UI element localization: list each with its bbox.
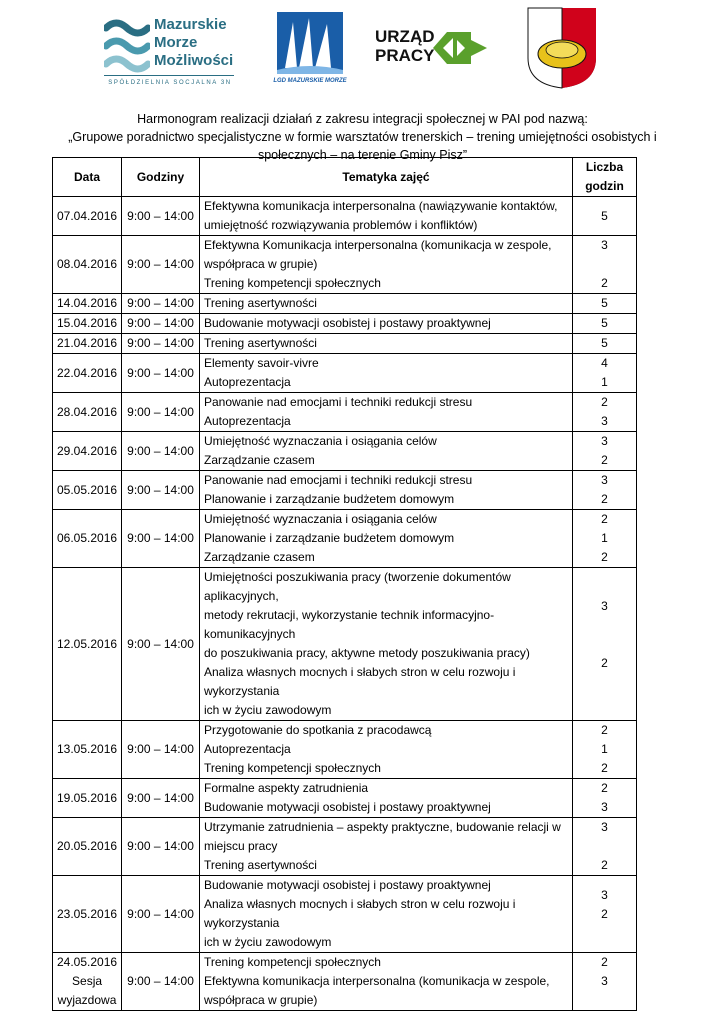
hours-cell: 9:00 – 14:00 [122,876,200,953]
hours-cell: 9:00 – 14:00 [122,510,200,568]
lgd-caption: LGD MAZURSKIE MORZE [273,78,347,84]
table-row [53,876,637,953]
hours-cell: 9:00 – 14:00 [122,471,200,510]
hours-cell: 9:00 – 14:00 [122,314,200,334]
date-cell: 13.05.2016 [53,721,122,779]
topic-line: Budowanie motywacji osobistej i postawy proaktywnej [203,800,491,814]
hours-count: 3 [601,974,608,988]
hours-cell: 9:00 – 14:00 [122,393,200,432]
hours-count: 3 [601,800,608,814]
waves-icon [104,18,150,74]
hours-cell: 9:00 – 14:00 [122,432,200,471]
topic-cell [199,818,572,876]
logo-subtitle: SPÓŁDZIELNIA SOCJALNA 3N [108,80,232,86]
hours-count-cell [573,197,637,236]
hours-count: 3 [601,434,608,448]
hours-count: 3 [601,414,608,428]
topic-line: Efektywna komunikacja interpersonalna (nawiązywanie kontaktów, [203,199,558,213]
title-line-2: „Grupowe poradnictwo specjalistyczne w formie warsztatów trenerskich – trening umiejętności osobistych i społecznych – na terenie Gminy Pisz” [68,130,657,162]
hours-count: 2 [601,723,608,737]
topic-cell [199,779,572,818]
date-cell: 15.04.2016 [53,314,122,334]
table-row [53,197,637,236]
hours-count: 1 [601,742,608,756]
hours-cell: 9:00 – 14:00 [122,953,200,1011]
hours-count: 5 [601,316,608,330]
topic-line: Efektywna Komunikacja interpersonalna (komunikacja w zespole, [203,238,552,252]
topic-line: Autoprezentacja [203,414,291,428]
topic-line: do poszukiwania pracy, aktywne metody poszukiwania pracy) [203,646,530,660]
hours-cell: 9:00 – 14:00 [122,779,200,818]
logo-bar [0,0,725,100]
hours-count-cell [573,393,637,432]
hours-cell: 9:00 – 14:00 [122,354,200,393]
table-row [53,393,637,432]
hours-count: 5 [601,208,608,223]
topic-line: Utrzymanie zatrudnienia – aspekty praktyczne, budowanie relacji w [203,820,561,834]
column-header-topic: Tematyka zajęć [199,158,572,197]
date-cell: 28.04.2016 [53,393,122,432]
hours-count: 2 [601,955,608,969]
hours-count-cell [573,334,637,354]
topic-cell [199,876,572,953]
table-row [53,432,637,471]
column-header-date: Data [53,158,122,197]
column-header-count: Liczba godzin [573,158,637,197]
topic-line: Trening asertywności [203,296,317,310]
hours-count: 1 [601,375,608,389]
hours-count-cell [573,779,637,818]
table-row [53,510,637,568]
table-row [53,354,637,393]
topic-line: Umiejętność wyznaczania i osiągania celów [203,434,437,448]
topic-line: Analiza własnych mocnych i słabych stron w celu rozwoju i wykorzystania [203,665,516,698]
topic-cell [199,510,572,568]
hours-count [577,991,632,1010]
table-row [53,334,637,354]
topic-line: Budowanie motywacji osobistej i postawy proaktywnej [203,316,491,330]
hours-cell: 9:00 – 14:00 [122,294,200,314]
arrow-logo-icon [431,28,489,68]
hours-cell: 9:00 – 14:00 [122,721,200,779]
topic-cell [199,568,572,721]
date-cell: 07.04.2016 [53,197,122,236]
date-cell: 08.04.2016 [53,236,122,294]
title-line-1: Harmonogram realizacji działań z zakresu integracji społecznej w PAI pod nazwą: [137,112,588,126]
topic-line: Autoprezentacja [203,742,291,756]
hours-count-cell [573,314,637,334]
hours-count-cell [573,568,637,721]
hours-count-cell [573,354,637,393]
coat-of-arms-icon [526,6,598,90]
topic-line: Zarządzanie czasem [203,550,315,564]
topic-line: Trening kompetencji społecznych [203,955,381,969]
topic-line: Budowanie motywacji osobistej i postawy proaktywnej [203,878,491,892]
topic-line: Autoprezentacja [203,375,291,389]
topic-cell [199,953,572,1011]
date-cell: 06.05.2016 [53,510,122,568]
topic-cell [199,354,572,393]
table-row [53,779,637,818]
hours-count: 2 [601,858,608,872]
table-row [53,721,637,779]
logo-divider [104,75,234,76]
topic-line: współpraca w grupie) [203,993,318,1007]
topic-line: Formalne aspekty zatrudnienia [203,781,369,795]
topic-line: Analiza własnych mocnych i słabych stron w celu rozwoju i wykorzystania [203,897,516,930]
topic-cell [199,721,572,779]
hours-count: 3 [601,238,608,252]
table-row [53,471,637,510]
hours-count-cell [573,876,637,953]
mazurskie-morze-logo [104,12,234,90]
topic-cell [199,471,572,510]
topic-cell [199,432,572,471]
hours-count-cell [573,236,637,294]
topic-line: Trening kompetencji społecznych [203,276,381,290]
topic-line: Planowanie i zarządzanie budżetem domowym [203,492,455,506]
hours-count: 2 [601,453,608,467]
hours-count: 2 [601,550,608,564]
hours-count: 3 [601,887,608,902]
hours-count: 3 [601,820,608,834]
hours-count-cell [573,510,637,568]
date-cell: 19.05.2016 [53,779,122,818]
hours-count: 2 [601,655,608,670]
topic-line: Panowanie nad emocjami i techniki redukcji stresu [203,473,473,487]
hours-count: 3 [601,473,608,487]
topic-line: Umiejętności poszukiwania pracy (tworzenie dokumentów aplikacyjnych, [203,570,511,603]
topic-line: Efektywna komunikacja interpersonalna (komunikacja w zespole, [203,974,550,988]
urzad-pracy-text: URZĄD PRACY [375,27,435,65]
urzad-pracy-logo [375,24,490,74]
topic-line: ich w życiu zawodowym [203,935,332,949]
date-cell: 20.05.2016 [53,818,122,876]
hours-count: 2 [601,395,608,409]
table-row [53,314,637,334]
date-cell: 12.05.2016 [53,568,122,721]
hours-count [577,255,632,274]
topic-line: metody rekrutacji, wykorzystanie technik informacyjno-komunikacyjnych [203,608,495,641]
hours-cell: 9:00 – 14:00 [122,568,200,721]
topic-cell [199,294,572,314]
table-body [53,197,637,1011]
topic-cell [199,236,572,294]
hours-count-cell [573,294,637,314]
hours-count [577,616,632,635]
topic-line: Planowanie i zarządzanie budżetem domowym [203,531,455,545]
hours-cell: 9:00 – 14:00 [122,334,200,354]
topic-line: Panowanie nad emocjami i techniki redukcji stresu [203,395,473,409]
coat-of-arms-logo [526,6,598,90]
hours-cell: 9:00 – 14:00 [122,197,200,236]
hours-cell: 9:00 – 14:00 [122,818,200,876]
hours-count: 2 [601,492,608,506]
topic-line: współpraca w grupie) [203,257,318,271]
topic-line: ich w życiu zawodowym [203,703,332,717]
date-cell: 29.04.2016 [53,432,122,471]
date-cell: 14.04.2016 [53,294,122,314]
table-row [53,568,637,721]
hours-count: 3 [601,598,608,613]
topic-line: Zarządzanie czasem [203,453,315,467]
hours-count: 2 [601,781,608,795]
hours-count: 4 [601,356,608,370]
topic-line: umiejętność rozwiązywania problemów i konfliktów) [203,218,478,232]
hours-count: 2 [601,512,608,526]
column-header-hours: Godziny [122,158,200,197]
date-cell: 24.05.2016 Sesja wyjazdowa [53,953,122,1011]
topic-cell [199,314,572,334]
date-cell: 23.05.2016 [53,876,122,953]
table-row [53,818,637,876]
topic-line: Trening asertywności [203,858,317,872]
hours-count [577,673,632,692]
hours-count-cell [573,953,637,1011]
hours-count-cell [573,432,637,471]
hours-count [577,924,632,943]
hours-count: 2 [601,906,608,921]
topic-line: Umiejętność wyznaczania i osiągania celów [203,512,437,526]
topic-line: Przygotowanie do spotkania z pracodawcą [203,723,432,737]
table-row [53,294,637,314]
topic-line: Elementy savoir-vivre [203,356,319,370]
topic-line: Trening asertywności [203,336,317,350]
table-row [53,236,637,294]
logo-name: Mazurskie Morze Możliwości [154,16,234,69]
topic-cell [199,334,572,354]
hours-count: 1 [601,531,608,545]
table-row [53,953,637,1011]
date-cell: 05.05.2016 [53,471,122,510]
hours-count [577,635,632,654]
hours-count-cell [573,818,637,876]
sails-icon [273,8,347,78]
date-cell: 21.04.2016 [53,334,122,354]
hours-count: 5 [601,296,608,310]
hours-count: 2 [601,761,608,775]
hours-count-cell [573,471,637,510]
hours-count-cell [573,721,637,779]
topic-cell [199,197,572,236]
topic-cell [199,393,572,432]
date-cell: 22.04.2016 [53,354,122,393]
topic-line: Trening kompetencji społecznych [203,761,381,775]
hours-count: 5 [601,336,608,350]
topic-line: miejscu pracy [203,839,278,853]
table-header-row [53,158,637,197]
lgd-logo [273,8,347,88]
schedule-table [52,157,637,1011]
document-title [40,110,685,164]
hours-cell: 9:00 – 14:00 [122,236,200,294]
hours-count [577,837,632,856]
hours-count: 2 [601,276,608,290]
